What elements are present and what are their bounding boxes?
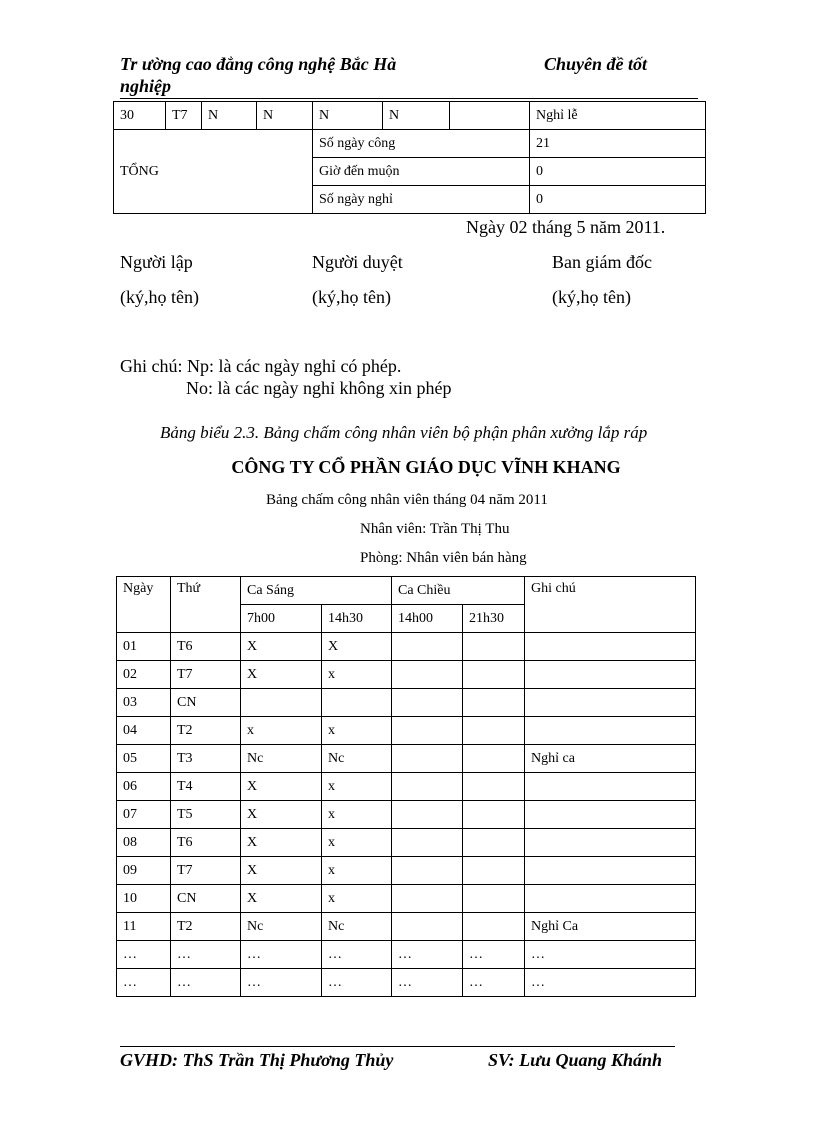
table-row — [117, 689, 696, 717]
table-row — [117, 801, 696, 829]
note-line-2: No: là các ngày nghỉ không xin phép — [186, 378, 452, 398]
table-cell — [392, 689, 463, 717]
col-weekday-header: Thứ — [171, 577, 241, 633]
table-cell: T2 — [171, 913, 241, 941]
table-cell: x — [241, 717, 322, 745]
table-cell — [525, 689, 696, 717]
table-cell: X — [241, 773, 322, 801]
table-cell: X — [322, 633, 392, 661]
table-cell: … — [322, 941, 392, 969]
table-cell — [463, 801, 525, 829]
signature-title: Ban giám đốc — [552, 252, 652, 272]
table-row — [117, 717, 696, 745]
table-cell — [463, 717, 525, 745]
date-line: Ngày 02 tháng 5 năm 2011. — [466, 217, 666, 237]
table-cell: 01 — [117, 633, 171, 661]
summary-table — [113, 101, 706, 214]
cell: N — [383, 102, 450, 130]
table-row — [117, 773, 696, 801]
col-morning-header: Ca Sáng — [241, 577, 392, 605]
cell: N — [257, 102, 313, 130]
total-item-value: 21 — [530, 130, 706, 158]
table-cell: 04 — [117, 717, 171, 745]
table-caption: Bảng biểu 2.3. Bảng chấm công nhân viên bộ phận phân xưởng lắp ráp — [160, 423, 648, 442]
cell: N — [202, 102, 257, 130]
footer-advisor: GVHD: ThS Trần Thị Phương Thủy — [120, 1050, 394, 1070]
table-cell: Nc — [322, 913, 392, 941]
table-cell: X — [241, 857, 322, 885]
table-cell: … — [463, 969, 525, 997]
table-cell: Nc — [322, 745, 392, 773]
table-cell: … — [241, 941, 322, 969]
table-cell: Nc — [241, 745, 322, 773]
table-cell — [463, 857, 525, 885]
total-item-value: 0 — [530, 158, 706, 186]
table-row — [117, 661, 696, 689]
summary-row-30 — [114, 102, 706, 130]
summary-total-row — [114, 130, 706, 158]
col-note-header: Ghi chú — [525, 577, 696, 633]
table-cell: T5 — [171, 801, 241, 829]
col-m1-header: 7h00 — [241, 605, 322, 633]
table-cell: 03 — [117, 689, 171, 717]
table-cell: … — [525, 941, 696, 969]
table-cell — [392, 661, 463, 689]
table-cell — [241, 689, 322, 717]
col-a2-header: 21h30 — [463, 605, 525, 633]
table-cell — [525, 633, 696, 661]
signature-title: Người lập — [120, 252, 193, 272]
table-cell — [392, 633, 463, 661]
header-rule — [120, 98, 698, 99]
table-cell: … — [171, 969, 241, 997]
table-cell — [463, 633, 525, 661]
table-cell — [463, 885, 525, 913]
table-row — [117, 913, 696, 941]
table-cell: Nghỉ Ca — [525, 913, 696, 941]
header-topic: Chuyên đề tốt — [544, 54, 648, 74]
table-cell — [525, 829, 696, 857]
attendance-body — [117, 633, 696, 997]
table-cell — [392, 829, 463, 857]
table-cell: 09 — [117, 857, 171, 885]
table-cell — [525, 801, 696, 829]
table-cell: T6 — [171, 829, 241, 857]
table-cell — [463, 829, 525, 857]
table-cell: CN — [171, 689, 241, 717]
table-cell: Nc — [241, 913, 322, 941]
table-cell: x — [322, 829, 392, 857]
signature-note: (ký,họ tên) — [552, 287, 631, 307]
table-cell: 11 — [117, 913, 171, 941]
cell: 30 — [114, 102, 166, 130]
cell: T7 — [166, 102, 202, 130]
table-cell: X — [241, 885, 322, 913]
table-cell — [525, 885, 696, 913]
table-cell — [525, 661, 696, 689]
table-cell — [392, 913, 463, 941]
table-cell: 02 — [117, 661, 171, 689]
cell: N — [313, 102, 383, 130]
signature-note: (ký,họ tên) — [120, 287, 199, 307]
total-item-label: Giờ đến muộn — [313, 158, 530, 186]
col-m2-header: 14h30 — [322, 605, 392, 633]
table-cell: 08 — [117, 829, 171, 857]
total-item-value: 0 — [530, 186, 706, 214]
total-item-label: Số ngày nghỉ — [313, 186, 530, 214]
table-row — [117, 829, 696, 857]
table-cell — [463, 913, 525, 941]
table-cell: … — [322, 969, 392, 997]
table-row — [117, 885, 696, 913]
header-school-cont: nghiệp — [120, 76, 172, 96]
table-cell — [392, 745, 463, 773]
table-cell: … — [171, 941, 241, 969]
table-cell — [525, 773, 696, 801]
header-school: Tr ường cao đẳng công nghệ Bắc Hà — [120, 54, 397, 74]
department: Phòng: Nhân viên bán hàng — [360, 550, 527, 566]
table-cell: T6 — [171, 633, 241, 661]
table-row — [117, 941, 696, 969]
total-label: TỔNG — [114, 130, 313, 214]
col-a1-header: 14h00 — [392, 605, 463, 633]
table-cell: X — [241, 829, 322, 857]
table-cell: X — [241, 633, 322, 661]
table-cell — [392, 773, 463, 801]
signature-title: Người duyệt — [312, 252, 403, 272]
table-cell: … — [525, 969, 696, 997]
signature-note: (ký,họ tên) — [312, 287, 391, 307]
table-cell — [392, 801, 463, 829]
header-row — [117, 577, 696, 605]
table-cell — [525, 717, 696, 745]
table-cell: … — [117, 969, 171, 997]
table-cell — [392, 717, 463, 745]
company-name: CÔNG TY CỔ PHẦN GIÁO DỤC VĨNH KHANG — [231, 457, 621, 477]
table-cell: Nghỉ ca — [525, 745, 696, 773]
table-cell: … — [392, 941, 463, 969]
table-cell: 10 — [117, 885, 171, 913]
note-line-1: Ghi chú: Np: là các ngày nghỉ có phép. — [120, 356, 402, 376]
table-cell: X — [241, 801, 322, 829]
table-cell: T4 — [171, 773, 241, 801]
table-cell: 06 — [117, 773, 171, 801]
table-cell: … — [241, 969, 322, 997]
cell: Nghỉ lễ — [530, 102, 706, 130]
col-day-header: Ngày — [117, 577, 171, 633]
table-cell — [392, 885, 463, 913]
footer-rule — [120, 1046, 675, 1047]
employee-name: Nhân viên: Trần Thị Thu — [360, 521, 510, 537]
table-cell: x — [322, 661, 392, 689]
table-row — [117, 633, 696, 661]
table-cell — [463, 689, 525, 717]
table-cell: X — [241, 661, 322, 689]
table-cell — [392, 857, 463, 885]
table-row — [117, 969, 696, 997]
table-cell: T7 — [171, 857, 241, 885]
footer-student: SV: Lưu Quang Khánh — [488, 1050, 663, 1070]
table-row — [117, 857, 696, 885]
table-cell — [463, 745, 525, 773]
table-cell — [322, 689, 392, 717]
table-row — [117, 745, 696, 773]
table-cell: T2 — [171, 717, 241, 745]
table-cell: x — [322, 801, 392, 829]
table-cell: 05 — [117, 745, 171, 773]
table-cell: x — [322, 773, 392, 801]
table-cell: x — [322, 717, 392, 745]
table-cell — [525, 857, 696, 885]
cell — [450, 102, 530, 130]
total-item-label: Số ngày công — [313, 130, 530, 158]
table-cell — [463, 661, 525, 689]
attendance-table — [116, 576, 696, 997]
table-cell: … — [117, 941, 171, 969]
table-cell: x — [322, 885, 392, 913]
table-cell: … — [392, 969, 463, 997]
table-cell: … — [463, 941, 525, 969]
sheet-title: Bảng chấm công nhân viên tháng 04 năm 2011 — [266, 492, 548, 508]
table-cell: T7 — [171, 661, 241, 689]
table-cell: x — [322, 857, 392, 885]
table-cell: T3 — [171, 745, 241, 773]
table-cell: 07 — [117, 801, 171, 829]
table-cell — [463, 773, 525, 801]
col-afternoon-header: Ca Chiều — [392, 577, 525, 605]
table-cell: CN — [171, 885, 241, 913]
